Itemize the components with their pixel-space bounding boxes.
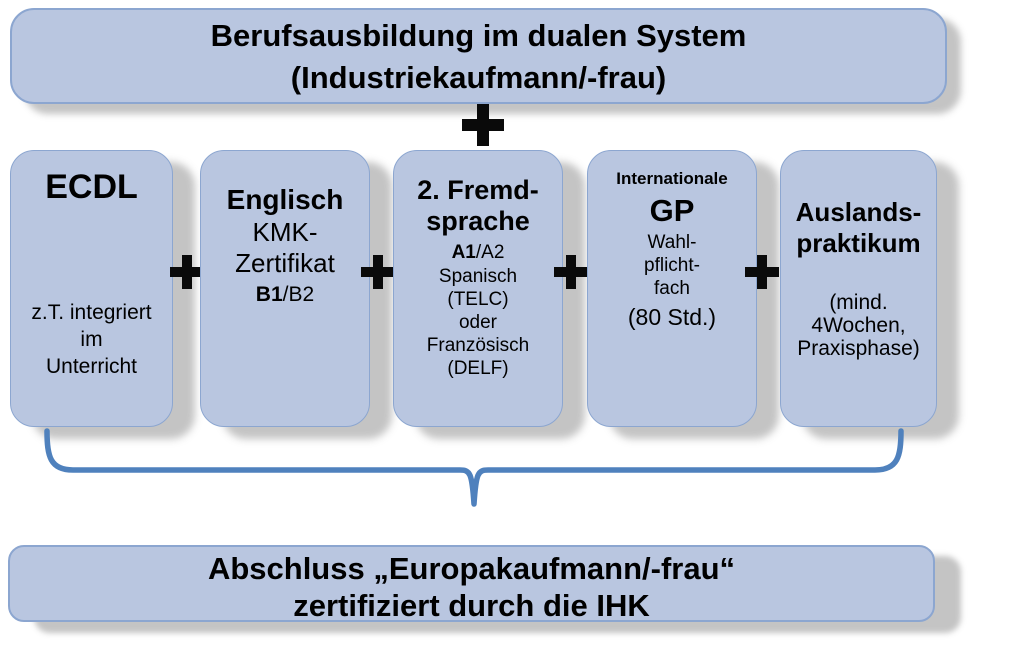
module-subtitle-line: KMK-: [252, 217, 318, 247]
bottom-banner-line2: zertifiziert durch die IHK: [293, 588, 650, 623]
module-detail-line: Französisch: [426, 335, 530, 356]
top-banner-line2: (Industriekaufmann/-frau): [290, 60, 667, 95]
level-bold: A1: [451, 242, 476, 263]
module-title-line: sprache: [426, 206, 530, 236]
plus-icon: [554, 255, 588, 289]
module-note-line: z.T. integriert: [31, 301, 152, 324]
module-title-line: praktikum: [796, 228, 921, 258]
top-banner: [10, 8, 947, 104]
brace-icon: [43, 428, 905, 514]
module-subtitle-line: Zertifikat: [235, 248, 335, 278]
module-detail-line: Spanisch: [438, 266, 518, 287]
module-title: Englisch: [226, 184, 344, 215]
module-note-line: Praxisphase): [797, 337, 920, 360]
plus-icon: [170, 255, 204, 289]
level-rest: /B2: [282, 283, 315, 306]
module-level: [256, 281, 314, 309]
module-note-line: 4Wochen,: [811, 314, 906, 337]
module-level: [452, 241, 505, 265]
bottom-banner-line1: Abschluss „Europakaufmann/-frau“: [207, 551, 736, 586]
module-box-ecdl: [10, 150, 173, 427]
module-detail-line: (TELC): [447, 289, 509, 310]
bottom-banner: [8, 545, 935, 622]
module-detail-line: (DELF): [447, 358, 509, 379]
plus-icon: [745, 255, 779, 289]
module-detail-line: Wahl-: [647, 232, 697, 253]
level-bold: B1: [255, 283, 283, 306]
module-box-internationale-gp: [587, 150, 757, 427]
plus-icon: [361, 255, 395, 289]
module-note-line: (mind.: [829, 291, 888, 314]
module-note-line: im: [80, 328, 103, 351]
level-rest: /A2: [475, 242, 505, 263]
module-title-line: 2. Fremd-: [417, 175, 539, 205]
module-title: GP: [649, 193, 695, 228]
module-detail-line: oder: [458, 312, 498, 333]
module-note-line: Unterricht: [45, 355, 138, 378]
module-overtitle: Internationale: [616, 169, 728, 188]
module-box-zweite-fremdsprache: [393, 150, 563, 427]
module-title-line: Auslands-: [795, 197, 922, 227]
module-hours: (80 Std.): [627, 304, 717, 330]
module-box-auslandspraktikum: [780, 150, 937, 427]
module-detail-line: fach: [654, 278, 690, 299]
brace: [43, 428, 905, 514]
module-detail-line: pflicht-: [644, 255, 700, 276]
top-banner-line1: Berufsausbildung im dualen System: [210, 18, 747, 53]
module-title: ECDL: [45, 168, 138, 206]
plus-icon: [462, 104, 504, 146]
module-box-englisch: [200, 150, 370, 427]
